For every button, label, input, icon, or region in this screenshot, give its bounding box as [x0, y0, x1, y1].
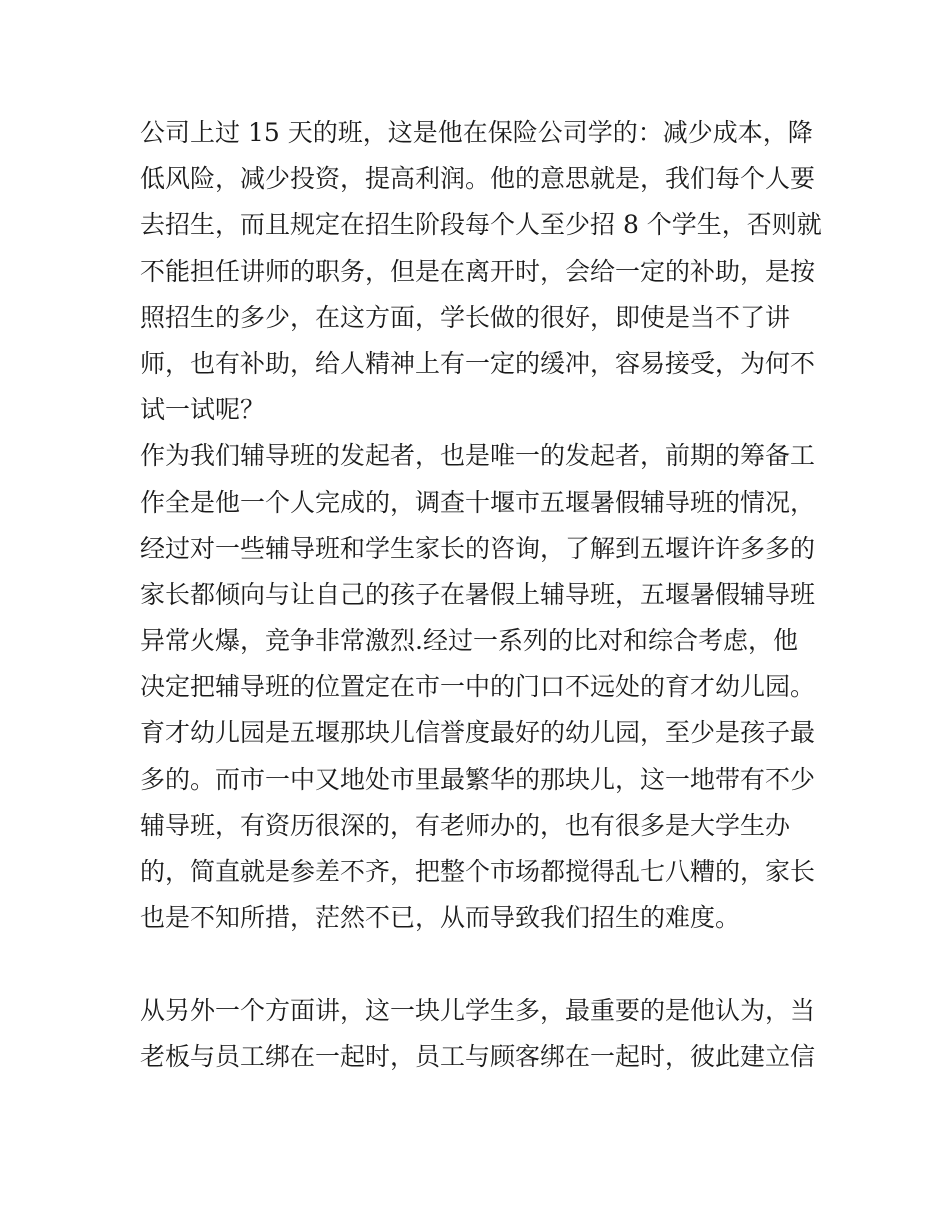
text-line: 异常火爆，竞争非常激烈.经过一系列的比对和综合考虑，他 [140, 626, 798, 656]
text-line: 的，简直就是参差不齐，把整个市场都搅得乱七八糟的，家长 [140, 857, 816, 886]
text-line: 不能担任讲师的职务，但是在离开时，会给一定的补助，是按 [140, 256, 816, 286]
text-line: 照招生的多少，在这方面，学长做的很好，即使是当不了讲 [140, 302, 791, 332]
text-line: 多的。而市一中又地处市里最繁华的那块儿，这一地带有不少 [140, 764, 816, 794]
text-line: 育才幼儿园是五堰那块儿信誉度最好的幼儿园，至少是孩子最 [140, 718, 816, 748]
text-line: 家长都倾向与让自己的孩子在暑假上辅导班，五堰暑假辅导班 [140, 579, 816, 609]
text-line: 低风险，减少投资，提高利润。他的意思就是，我们每个人要 [140, 164, 816, 194]
document-body [140, 110, 822, 1080]
text-line: 去招生，而且规定在招生阶段每个人至少招 8 个学生，否则就 [140, 210, 822, 240]
paragraph [140, 433, 816, 987]
text-line: 辅导班，有资历很深的，有老师办的，也有很多是大学生办 [140, 810, 791, 840]
text-line: 从另外一个方面讲，这一块儿学生多，最重要的是他认为，当 [140, 995, 816, 1025]
text-line: 试一试呢？ [140, 395, 266, 425]
text-line: 老板与员工绑在一起时，员工与顾客绑在一起时，彼此建立信 [140, 1041, 816, 1071]
text-line: 作全是他一个人完成的，调查十堰市五堰暑假辅导班的情况， [140, 487, 816, 517]
paragraph [140, 988, 816, 1080]
text-line: 公司上过 15 天的班，这是他在保险公司学的：减少成本，降 [140, 118, 813, 147]
text-line [140, 941, 812, 987]
text-line: 也是不知所措，茫然不已，从而导致我们招生的难度。 [140, 903, 741, 933]
text-line: 师，也有补助，给人精神上有一定的缓冲，容易接受，为何不 [140, 348, 816, 378]
paragraph [140, 110, 822, 433]
text-line: 经过对一些辅导班和学生家长的咨询，了解到五堰许许多多的 [140, 533, 816, 563]
text-line: 作为我们辅导班的发起者，也是唯一的发起者，前期的筹备工 [140, 441, 816, 471]
text-line: 决定把辅导班的位置定在市一中的门口不远处的育才幼儿园。 [140, 672, 816, 702]
